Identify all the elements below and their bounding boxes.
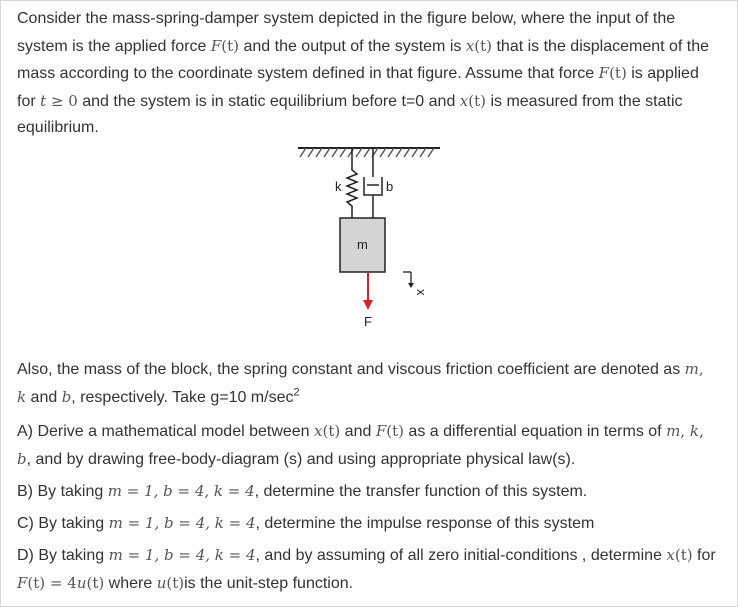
question-b: B) By taking m = 1, b = 4, k = 4, determine the transfer function of this system. — [17, 482, 588, 500]
force-arrowhead — [363, 300, 373, 310]
spring — [347, 149, 357, 218]
question-d: D) By taking m = 1, b = 4, k = 4, and by assuming of all zero initial-conditions , determine x(t) for F(t) = 4u(t) where u(t)is the unit-step function. — [17, 546, 716, 592]
force-label: F — [364, 314, 372, 329]
damper — [364, 149, 382, 218]
mass-label: m — [357, 237, 368, 252]
x-axis-label: x — [414, 289, 429, 296]
parameters-paragraph: Also, the mass of the block, the spring constant and viscous friction coefficient are denoted as m, k and b, respectively. Take g=10 $m/\sec^2$ — [17, 360, 704, 406]
intro-paragraph: Consider the mass-spring-damper system depicted in the figure below, where the input of the system is the applied force F(t) and the output of the system is x(t) that is the displacement of the mass according to the coordinate system defined in that figure. Assume that force F(t) is applied for t ≥ 0 and the system is in static equilibrium before t=0 and x(t) is measured from the static equilibrium. — [17, 10, 710, 136]
question-c: C) By taking m = 1, b = 4, k = 4, determine the impulse response of this system — [17, 514, 595, 532]
damping-coefficient-label: b — [386, 179, 394, 194]
spring-constant-label: k — [335, 179, 342, 194]
ceiling-hatch — [300, 148, 434, 157]
question-a: A) Derive a mathematical model between x(t) and F(t) as a differential equation in terms of m, k, b, and by drawing free-body-diagram (s) and using appropriate physical law(s). — [17, 422, 704, 468]
x-axis-arrowhead — [408, 283, 414, 288]
